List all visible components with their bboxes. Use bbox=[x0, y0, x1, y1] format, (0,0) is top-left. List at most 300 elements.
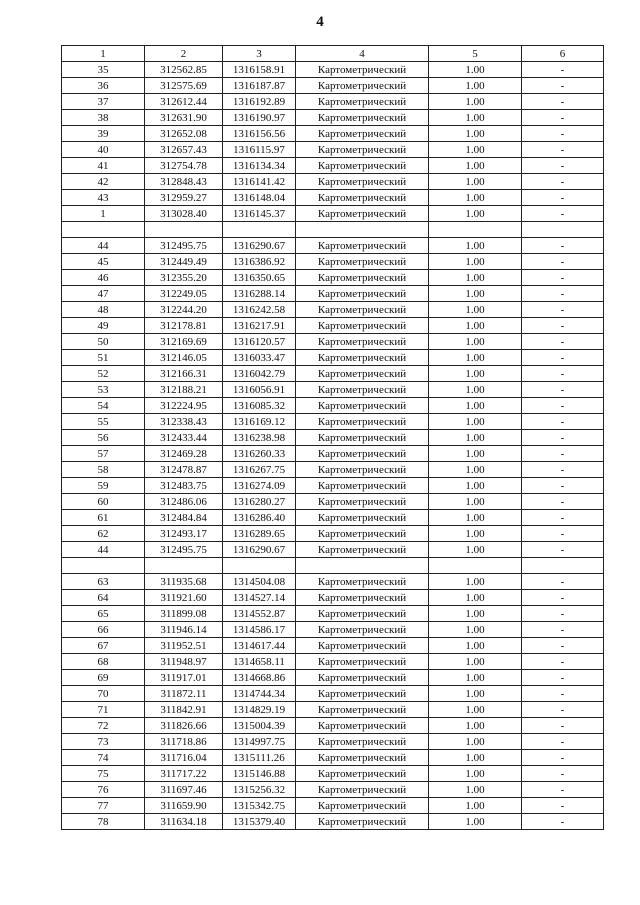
point-number-cell bbox=[62, 222, 145, 238]
table-row bbox=[62, 670, 604, 686]
method-cell: Картометрический bbox=[296, 446, 429, 462]
accuracy-cell: 1.00 bbox=[429, 686, 522, 702]
x-coordinate-cell: 312484.84 bbox=[145, 510, 223, 526]
y-coordinate-cell bbox=[223, 222, 296, 238]
description-cell: - bbox=[522, 126, 604, 142]
method-cell: Картометрический bbox=[296, 126, 429, 142]
y-coordinate-cell: 1316169.12 bbox=[223, 414, 296, 430]
x-coordinate-cell: 312338.43 bbox=[145, 414, 223, 430]
y-coordinate-cell: 1314617.44 bbox=[223, 638, 296, 654]
description-cell: - bbox=[522, 510, 604, 526]
x-coordinate-cell: 311717.22 bbox=[145, 766, 223, 782]
accuracy-cell: 1.00 bbox=[429, 478, 522, 494]
y-coordinate-cell: 1316290.67 bbox=[223, 238, 296, 254]
point-number-cell: 68 bbox=[62, 654, 145, 670]
x-coordinate-cell: 311952.51 bbox=[145, 638, 223, 654]
point-number-cell: 60 bbox=[62, 494, 145, 510]
x-coordinate-cell: 311917.01 bbox=[145, 670, 223, 686]
accuracy-cell bbox=[429, 222, 522, 238]
point-number-cell: 64 bbox=[62, 590, 145, 606]
point-number-cell: 49 bbox=[62, 318, 145, 334]
x-coordinate-cell: 312848.43 bbox=[145, 174, 223, 190]
method-cell: Картометрический bbox=[296, 190, 429, 206]
point-number-cell: 66 bbox=[62, 622, 145, 638]
description-cell: - bbox=[522, 62, 604, 78]
table-row bbox=[62, 542, 604, 558]
table-row bbox=[62, 462, 604, 478]
x-coordinate-cell: 311718.86 bbox=[145, 734, 223, 750]
x-coordinate-cell: 312224.95 bbox=[145, 398, 223, 414]
y-coordinate-cell: 1315256.32 bbox=[223, 782, 296, 798]
x-coordinate-cell: 312483.75 bbox=[145, 478, 223, 494]
point-number-cell: 48 bbox=[62, 302, 145, 318]
y-coordinate-cell: 1314658.11 bbox=[223, 654, 296, 670]
table-row bbox=[62, 94, 604, 110]
description-cell: - bbox=[522, 190, 604, 206]
point-number-cell: 62 bbox=[62, 526, 145, 542]
accuracy-cell: 1.00 bbox=[429, 510, 522, 526]
y-coordinate-cell: 1316085.32 bbox=[223, 398, 296, 414]
method-cell: Картометрический bbox=[296, 62, 429, 78]
method-cell: Картометрический bbox=[296, 574, 429, 590]
description-cell: - bbox=[522, 286, 604, 302]
x-coordinate-cell: 311899.08 bbox=[145, 606, 223, 622]
x-coordinate-cell bbox=[145, 222, 223, 238]
accuracy-cell: 1.00 bbox=[429, 430, 522, 446]
point-number-cell: 35 bbox=[62, 62, 145, 78]
method-cell: Картометрический bbox=[296, 430, 429, 446]
method-cell: Картометрический bbox=[296, 670, 429, 686]
table-row bbox=[62, 510, 604, 526]
description-cell: - bbox=[522, 814, 604, 830]
description-cell: - bbox=[522, 206, 604, 222]
y-coordinate-cell: 1314829.19 bbox=[223, 702, 296, 718]
point-number-cell: 53 bbox=[62, 382, 145, 398]
point-number-cell: 44 bbox=[62, 542, 145, 558]
x-coordinate-cell: 312166.31 bbox=[145, 366, 223, 382]
accuracy-cell: 1.00 bbox=[429, 174, 522, 190]
method-cell: Картометрический bbox=[296, 798, 429, 814]
method-cell: Картометрический bbox=[296, 270, 429, 286]
column-header: 6 bbox=[522, 46, 604, 62]
method-cell: Картометрический bbox=[296, 318, 429, 334]
table-row bbox=[62, 734, 604, 750]
x-coordinate-cell: 311948.97 bbox=[145, 654, 223, 670]
description-cell bbox=[522, 558, 604, 574]
method-cell bbox=[296, 558, 429, 574]
method-cell: Картометрический bbox=[296, 686, 429, 702]
description-cell: - bbox=[522, 782, 604, 798]
accuracy-cell: 1.00 bbox=[429, 462, 522, 478]
table-row bbox=[62, 126, 604, 142]
description-cell: - bbox=[522, 590, 604, 606]
table-row bbox=[62, 446, 604, 462]
table-row bbox=[62, 686, 604, 702]
accuracy-cell: 1.00 bbox=[429, 350, 522, 366]
y-coordinate-cell: 1316042.79 bbox=[223, 366, 296, 382]
table-row bbox=[62, 814, 604, 830]
description-cell: - bbox=[522, 750, 604, 766]
description-cell: - bbox=[522, 382, 604, 398]
description-cell: - bbox=[522, 638, 604, 654]
accuracy-cell: 1.00 bbox=[429, 270, 522, 286]
x-coordinate-cell: 312754.78 bbox=[145, 158, 223, 174]
y-coordinate-cell: 1315342.75 bbox=[223, 798, 296, 814]
method-cell: Картометрический bbox=[296, 94, 429, 110]
column-header: 5 bbox=[429, 46, 522, 62]
point-number-cell: 47 bbox=[62, 286, 145, 302]
x-coordinate-cell: 312631.90 bbox=[145, 110, 223, 126]
table-row bbox=[62, 574, 604, 590]
table-row bbox=[62, 190, 604, 206]
y-coordinate-cell: 1316115.97 bbox=[223, 142, 296, 158]
table-row bbox=[62, 766, 604, 782]
description-cell: - bbox=[522, 110, 604, 126]
table-row bbox=[62, 302, 604, 318]
point-number-cell: 73 bbox=[62, 734, 145, 750]
table-row bbox=[62, 110, 604, 126]
accuracy-cell: 1.00 bbox=[429, 190, 522, 206]
table-row bbox=[62, 638, 604, 654]
point-number-cell: 72 bbox=[62, 718, 145, 734]
description-cell: - bbox=[522, 446, 604, 462]
x-coordinate-cell: 311842.91 bbox=[145, 702, 223, 718]
method-cell: Картометрический bbox=[296, 398, 429, 414]
x-coordinate-cell: 312612.44 bbox=[145, 94, 223, 110]
method-cell: Картометрический bbox=[296, 814, 429, 830]
table-row bbox=[62, 750, 604, 766]
method-cell: Картометрический bbox=[296, 302, 429, 318]
table-row bbox=[62, 350, 604, 366]
table-row bbox=[62, 590, 604, 606]
y-coordinate-cell: 1316242.58 bbox=[223, 302, 296, 318]
table-separator-row bbox=[62, 558, 604, 574]
point-number-cell: 44 bbox=[62, 238, 145, 254]
description-cell: - bbox=[522, 478, 604, 494]
point-number-cell: 52 bbox=[62, 366, 145, 382]
accuracy-cell: 1.00 bbox=[429, 126, 522, 142]
point-number-cell: 1 bbox=[62, 206, 145, 222]
method-cell: Картометрический bbox=[296, 350, 429, 366]
accuracy-cell: 1.00 bbox=[429, 734, 522, 750]
point-number-cell: 63 bbox=[62, 574, 145, 590]
y-coordinate-cell: 1314552.87 bbox=[223, 606, 296, 622]
accuracy-cell bbox=[429, 558, 522, 574]
accuracy-cell: 1.00 bbox=[429, 622, 522, 638]
y-coordinate-cell: 1316190.97 bbox=[223, 110, 296, 126]
point-number-cell: 76 bbox=[62, 782, 145, 798]
table-row bbox=[62, 478, 604, 494]
accuracy-cell: 1.00 bbox=[429, 254, 522, 270]
description-cell bbox=[522, 222, 604, 238]
coordinates-table bbox=[61, 45, 604, 830]
description-cell: - bbox=[522, 702, 604, 718]
method-cell: Картометрический bbox=[296, 734, 429, 750]
table-row bbox=[62, 718, 604, 734]
method-cell: Картометрический bbox=[296, 462, 429, 478]
accuracy-cell: 1.00 bbox=[429, 334, 522, 350]
y-coordinate-cell: 1314504.08 bbox=[223, 574, 296, 590]
y-coordinate-cell: 1316260.33 bbox=[223, 446, 296, 462]
y-coordinate-cell: 1316267.75 bbox=[223, 462, 296, 478]
description-cell: - bbox=[522, 686, 604, 702]
table-row bbox=[62, 430, 604, 446]
accuracy-cell: 1.00 bbox=[429, 654, 522, 670]
x-coordinate-cell: 313028.40 bbox=[145, 206, 223, 222]
method-cell: Картометрический bbox=[296, 110, 429, 126]
point-number-cell: 40 bbox=[62, 142, 145, 158]
y-coordinate-cell: 1314586.17 bbox=[223, 622, 296, 638]
method-cell: Картометрический bbox=[296, 606, 429, 622]
y-coordinate-cell: 1316192.89 bbox=[223, 94, 296, 110]
description-cell: - bbox=[522, 254, 604, 270]
description-cell: - bbox=[522, 334, 604, 350]
method-cell: Картометрический bbox=[296, 142, 429, 158]
description-cell: - bbox=[522, 94, 604, 110]
table-row bbox=[62, 206, 604, 222]
x-coordinate-cell: 312652.08 bbox=[145, 126, 223, 142]
method-cell: Картометрический bbox=[296, 78, 429, 94]
description-cell: - bbox=[522, 462, 604, 478]
method-cell: Картометрический bbox=[296, 158, 429, 174]
point-number-cell: 67 bbox=[62, 638, 145, 654]
y-coordinate-cell: 1316288.14 bbox=[223, 286, 296, 302]
accuracy-cell: 1.00 bbox=[429, 526, 522, 542]
description-cell: - bbox=[522, 238, 604, 254]
description-cell: - bbox=[522, 734, 604, 750]
y-coordinate-cell: 1316286.40 bbox=[223, 510, 296, 526]
x-coordinate-cell: 312249.05 bbox=[145, 286, 223, 302]
accuracy-cell: 1.00 bbox=[429, 638, 522, 654]
x-coordinate-cell: 312493.17 bbox=[145, 526, 223, 542]
description-cell: - bbox=[522, 670, 604, 686]
accuracy-cell: 1.00 bbox=[429, 206, 522, 222]
table-row bbox=[62, 414, 604, 430]
y-coordinate-cell: 1316350.65 bbox=[223, 270, 296, 286]
y-coordinate-cell: 1316280.27 bbox=[223, 494, 296, 510]
x-coordinate-cell: 312478.87 bbox=[145, 462, 223, 478]
accuracy-cell: 1.00 bbox=[429, 766, 522, 782]
x-coordinate-cell: 312486.06 bbox=[145, 494, 223, 510]
x-coordinate-cell: 312495.75 bbox=[145, 238, 223, 254]
point-number-cell: 51 bbox=[62, 350, 145, 366]
table-row bbox=[62, 622, 604, 638]
column-header: 3 bbox=[223, 46, 296, 62]
x-coordinate-cell: 312575.69 bbox=[145, 78, 223, 94]
y-coordinate-cell: 1315004.39 bbox=[223, 718, 296, 734]
accuracy-cell: 1.00 bbox=[429, 670, 522, 686]
table-row bbox=[62, 366, 604, 382]
table-body bbox=[62, 62, 604, 830]
accuracy-cell: 1.00 bbox=[429, 814, 522, 830]
accuracy-cell: 1.00 bbox=[429, 158, 522, 174]
table-row bbox=[62, 494, 604, 510]
y-coordinate-cell: 1315146.88 bbox=[223, 766, 296, 782]
y-coordinate-cell: 1315111.26 bbox=[223, 750, 296, 766]
point-number-cell: 65 bbox=[62, 606, 145, 622]
point-number-cell: 38 bbox=[62, 110, 145, 126]
description-cell: - bbox=[522, 654, 604, 670]
y-coordinate-cell: 1314527.14 bbox=[223, 590, 296, 606]
y-coordinate-cell: 1314668.86 bbox=[223, 670, 296, 686]
x-coordinate-cell: 312244.20 bbox=[145, 302, 223, 318]
table-row bbox=[62, 334, 604, 350]
method-cell: Картометрический bbox=[296, 494, 429, 510]
method-cell: Картометрический bbox=[296, 254, 429, 270]
method-cell bbox=[296, 222, 429, 238]
method-cell: Картометрический bbox=[296, 638, 429, 654]
method-cell: Картометрический bbox=[296, 478, 429, 494]
x-coordinate-cell: 311716.04 bbox=[145, 750, 223, 766]
method-cell: Картометрический bbox=[296, 718, 429, 734]
x-coordinate-cell: 312449.49 bbox=[145, 254, 223, 270]
accuracy-cell: 1.00 bbox=[429, 718, 522, 734]
x-coordinate-cell: 311697.46 bbox=[145, 782, 223, 798]
method-cell: Картометрический bbox=[296, 526, 429, 542]
table-row bbox=[62, 254, 604, 270]
point-number-cell: 58 bbox=[62, 462, 145, 478]
accuracy-cell: 1.00 bbox=[429, 606, 522, 622]
point-number-cell: 50 bbox=[62, 334, 145, 350]
table-separator-row bbox=[62, 222, 604, 238]
description-cell: - bbox=[522, 414, 604, 430]
x-coordinate-cell: 312146.05 bbox=[145, 350, 223, 366]
y-coordinate-cell: 1316141.42 bbox=[223, 174, 296, 190]
point-number-cell: 54 bbox=[62, 398, 145, 414]
y-coordinate-cell: 1315379.40 bbox=[223, 814, 296, 830]
x-coordinate-cell: 312355.20 bbox=[145, 270, 223, 286]
description-cell: - bbox=[522, 350, 604, 366]
y-coordinate-cell: 1316120.57 bbox=[223, 334, 296, 350]
point-number-cell: 43 bbox=[62, 190, 145, 206]
method-cell: Картометрический bbox=[296, 654, 429, 670]
description-cell: - bbox=[522, 430, 604, 446]
accuracy-cell: 1.00 bbox=[429, 398, 522, 414]
method-cell: Картометрический bbox=[296, 286, 429, 302]
x-coordinate-cell: 311921.60 bbox=[145, 590, 223, 606]
description-cell: - bbox=[522, 526, 604, 542]
page-number: 4 bbox=[316, 14, 324, 30]
method-cell: Картометрический bbox=[296, 590, 429, 606]
point-number-cell bbox=[62, 558, 145, 574]
table-row bbox=[62, 270, 604, 286]
point-number-cell: 59 bbox=[62, 478, 145, 494]
table-row bbox=[62, 398, 604, 414]
accuracy-cell: 1.00 bbox=[429, 750, 522, 766]
point-number-cell: 55 bbox=[62, 414, 145, 430]
point-number-cell: 61 bbox=[62, 510, 145, 526]
table-row bbox=[62, 286, 604, 302]
y-coordinate-cell: 1314744.34 bbox=[223, 686, 296, 702]
method-cell: Картометрический bbox=[296, 238, 429, 254]
point-number-cell: 42 bbox=[62, 174, 145, 190]
accuracy-cell: 1.00 bbox=[429, 798, 522, 814]
method-cell: Картометрический bbox=[296, 782, 429, 798]
point-number-cell: 70 bbox=[62, 686, 145, 702]
method-cell: Картометрический bbox=[296, 206, 429, 222]
method-cell: Картометрический bbox=[296, 366, 429, 382]
y-coordinate-cell: 1316033.47 bbox=[223, 350, 296, 366]
column-header: 2 bbox=[145, 46, 223, 62]
description-cell: - bbox=[522, 574, 604, 590]
description-cell: - bbox=[522, 302, 604, 318]
table-row bbox=[62, 174, 604, 190]
point-number-cell: 74 bbox=[62, 750, 145, 766]
accuracy-cell: 1.00 bbox=[429, 302, 522, 318]
method-cell: Картометрический bbox=[296, 510, 429, 526]
column-header: 1 bbox=[62, 46, 145, 62]
description-cell: - bbox=[522, 142, 604, 158]
accuracy-cell: 1.00 bbox=[429, 702, 522, 718]
x-coordinate-cell: 312562.85 bbox=[145, 62, 223, 78]
description-cell: - bbox=[522, 270, 604, 286]
description-cell: - bbox=[522, 158, 604, 174]
description-cell: - bbox=[522, 366, 604, 382]
method-cell: Картометрический bbox=[296, 622, 429, 638]
point-number-cell: 45 bbox=[62, 254, 145, 270]
accuracy-cell: 1.00 bbox=[429, 382, 522, 398]
y-coordinate-cell: 1316056.91 bbox=[223, 382, 296, 398]
table-row bbox=[62, 526, 604, 542]
table-row bbox=[62, 142, 604, 158]
table-row bbox=[62, 62, 604, 78]
y-coordinate-cell: 1314997.75 bbox=[223, 734, 296, 750]
method-cell: Картометрический bbox=[296, 382, 429, 398]
point-number-cell: 41 bbox=[62, 158, 145, 174]
description-cell: - bbox=[522, 606, 604, 622]
x-coordinate-cell: 312657.43 bbox=[145, 142, 223, 158]
accuracy-cell: 1.00 bbox=[429, 94, 522, 110]
description-cell: - bbox=[522, 718, 604, 734]
point-number-cell: 75 bbox=[62, 766, 145, 782]
table-row bbox=[62, 318, 604, 334]
y-coordinate-cell: 1316187.87 bbox=[223, 78, 296, 94]
table-row bbox=[62, 158, 604, 174]
x-coordinate-cell: 311872.11 bbox=[145, 686, 223, 702]
table-row bbox=[62, 606, 604, 622]
x-coordinate-cell: 311634.18 bbox=[145, 814, 223, 830]
table-row bbox=[62, 798, 604, 814]
accuracy-cell: 1.00 bbox=[429, 238, 522, 254]
y-coordinate-cell: 1316148.04 bbox=[223, 190, 296, 206]
x-coordinate-cell: 312188.21 bbox=[145, 382, 223, 398]
method-cell: Картометрический bbox=[296, 414, 429, 430]
table-header-row bbox=[62, 46, 604, 62]
point-number-cell: 78 bbox=[62, 814, 145, 830]
accuracy-cell: 1.00 bbox=[429, 366, 522, 382]
x-coordinate-cell: 312178.81 bbox=[145, 318, 223, 334]
table-row bbox=[62, 702, 604, 718]
table-row bbox=[62, 782, 604, 798]
point-number-cell: 69 bbox=[62, 670, 145, 686]
description-cell: - bbox=[522, 318, 604, 334]
y-coordinate-cell: 1316290.67 bbox=[223, 542, 296, 558]
description-cell: - bbox=[522, 398, 604, 414]
y-coordinate-cell: 1316134.34 bbox=[223, 158, 296, 174]
y-coordinate-cell: 1316145.37 bbox=[223, 206, 296, 222]
x-coordinate-cell: 312469.28 bbox=[145, 446, 223, 462]
description-cell: - bbox=[522, 78, 604, 94]
description-cell: - bbox=[522, 798, 604, 814]
method-cell: Картометрический bbox=[296, 702, 429, 718]
method-cell: Картометрический bbox=[296, 542, 429, 558]
point-number-cell: 37 bbox=[62, 94, 145, 110]
method-cell: Картометрический bbox=[296, 174, 429, 190]
point-number-cell: 57 bbox=[62, 446, 145, 462]
y-coordinate-cell: 1316217.91 bbox=[223, 318, 296, 334]
description-cell: - bbox=[522, 622, 604, 638]
accuracy-cell: 1.00 bbox=[429, 286, 522, 302]
